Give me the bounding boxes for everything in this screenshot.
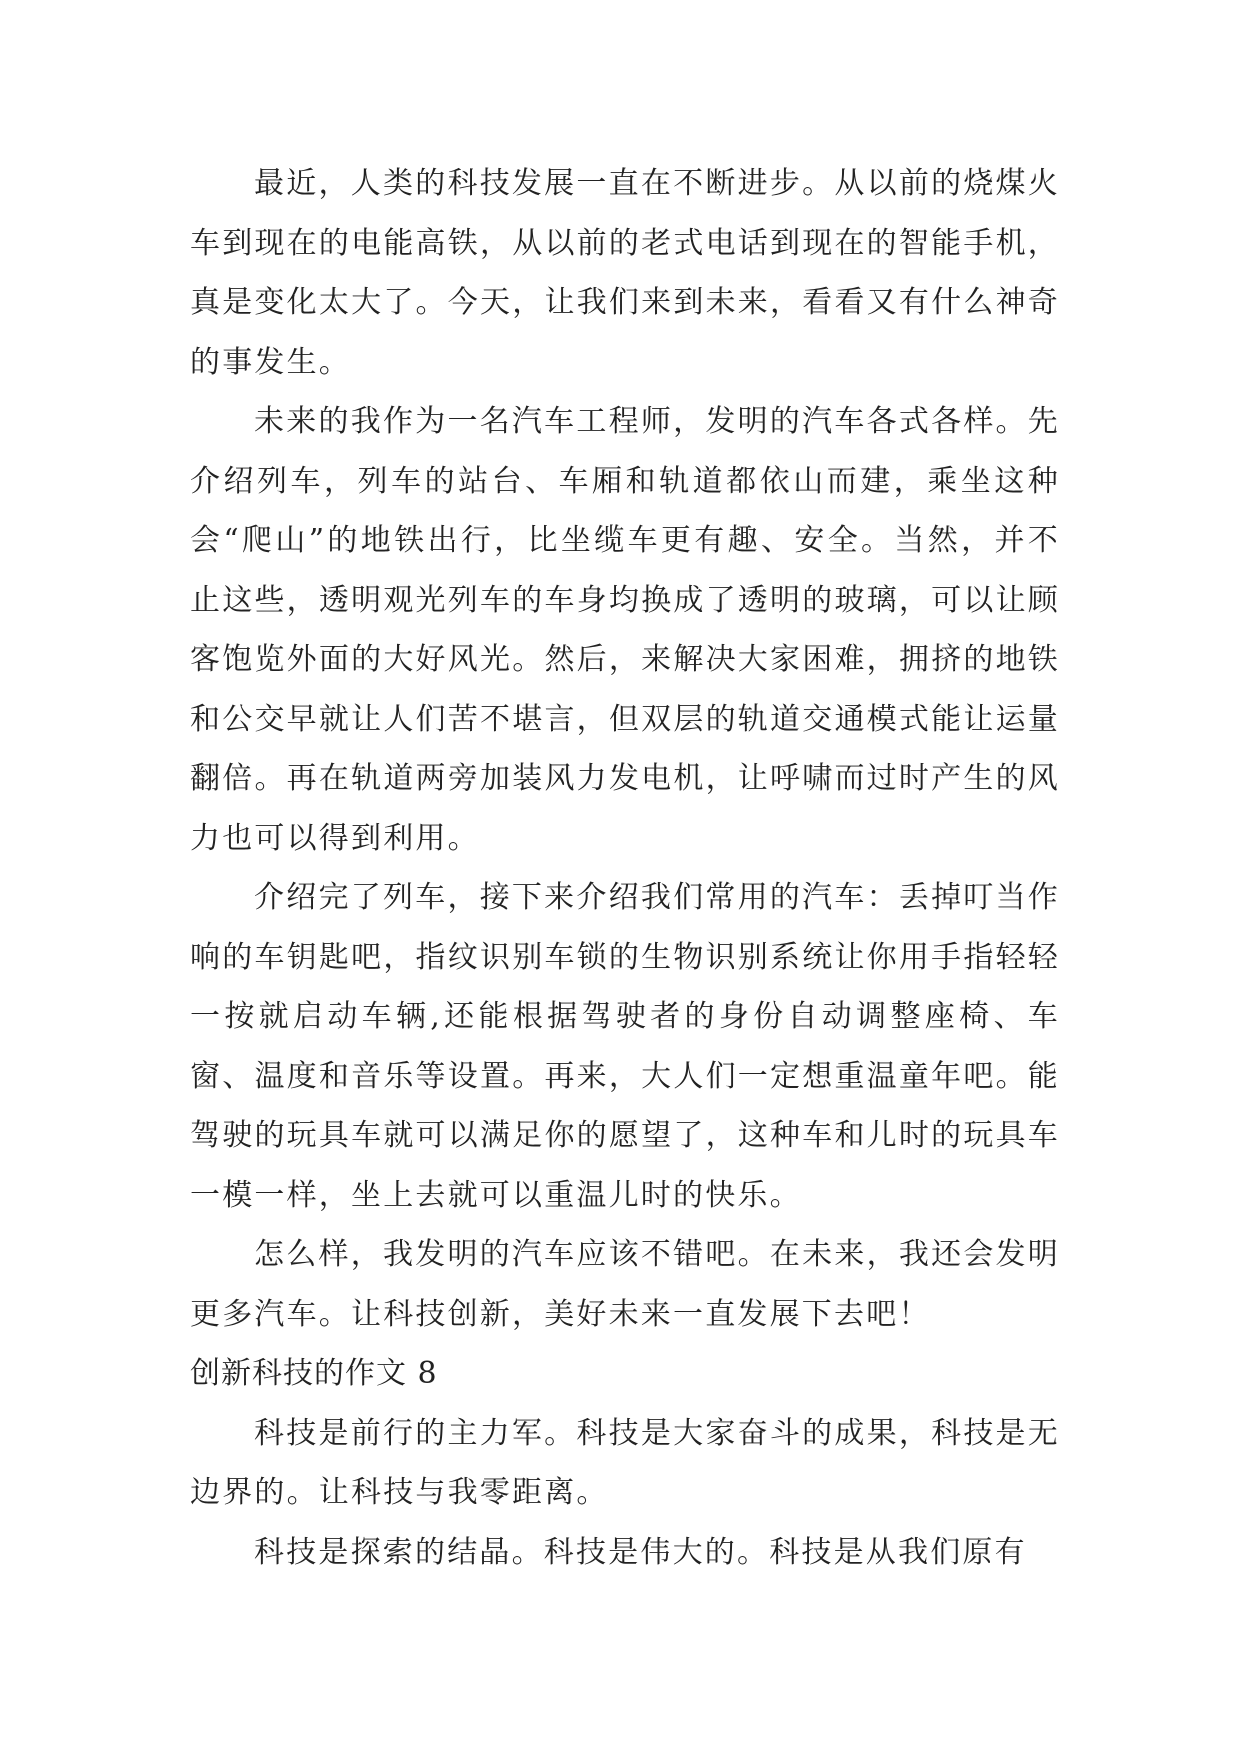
paragraph-train-inventions: 未来的我作为一名汽车工程师，发明的汽车各式各样。先介绍列车，列车的站台、车厢和轨道都依山而建，乘坐这种会“爬山”的地铁出行，比坐缆车更有趣、安全。当然，并不止这些，透明观光列车的车身均换成了透明的玻璃，可以让顾客饱览外面的大好风光。然后，来解决大家困难，拥挤的地铁和公交早就让人们苦不堪言，但双层的轨道交通模式能让运量翻倍。再在轨道两旁加装风力发电机，让呼啸而过时产生的风力也可以得到利用。 xyxy=(190,404,1060,856)
paragraph-tech-progress: 最近，人类的科技发展一直在不断进步。从以前的烧煤火车到现在的电能高铁，从以前的老式电话到现在的智能手机，真是变化太大了。今天，让我们来到未来，看看又有什么神奇的事发生。 xyxy=(190,166,1060,380)
paragraph-car-inventions: 介绍完了列车，接下来介绍我们常用的汽车：丢掉叮当作响的车钥匙吧，指纹识别车锁的生物识别系统让你用手指轻轻一按就启动车辆,还能根据驾驶者的身份自动调整座椅、车窗、温度和音乐等设置。再来，大人们一定想重温童年吧。能驾驶的玩具车就可以满足你的愿望了，这种车和儿时的玩具车一模一样，坐上去就可以重温儿时的快乐。 xyxy=(190,880,1060,1213)
paragraph-conclusion: 怎么样，我发明的汽车应该不错吧。在未来，我还会发明更多汽车。让科技创新，美好未来一直发展下去吧！ xyxy=(190,1237,1060,1332)
document-body xyxy=(190,154,1060,1582)
paragraph-tech-main-force: 科技是前行的主力军。科技是大家奋斗的成果，科技是无边界的。让科技与我零距离。 xyxy=(190,1415,1060,1510)
section-heading: 创新科技的作文 8 xyxy=(190,1356,438,1391)
paragraph-tech-exploration: 科技是探索的结晶。科技是伟大的。科技是从我们原有 xyxy=(254,1534,1027,1570)
